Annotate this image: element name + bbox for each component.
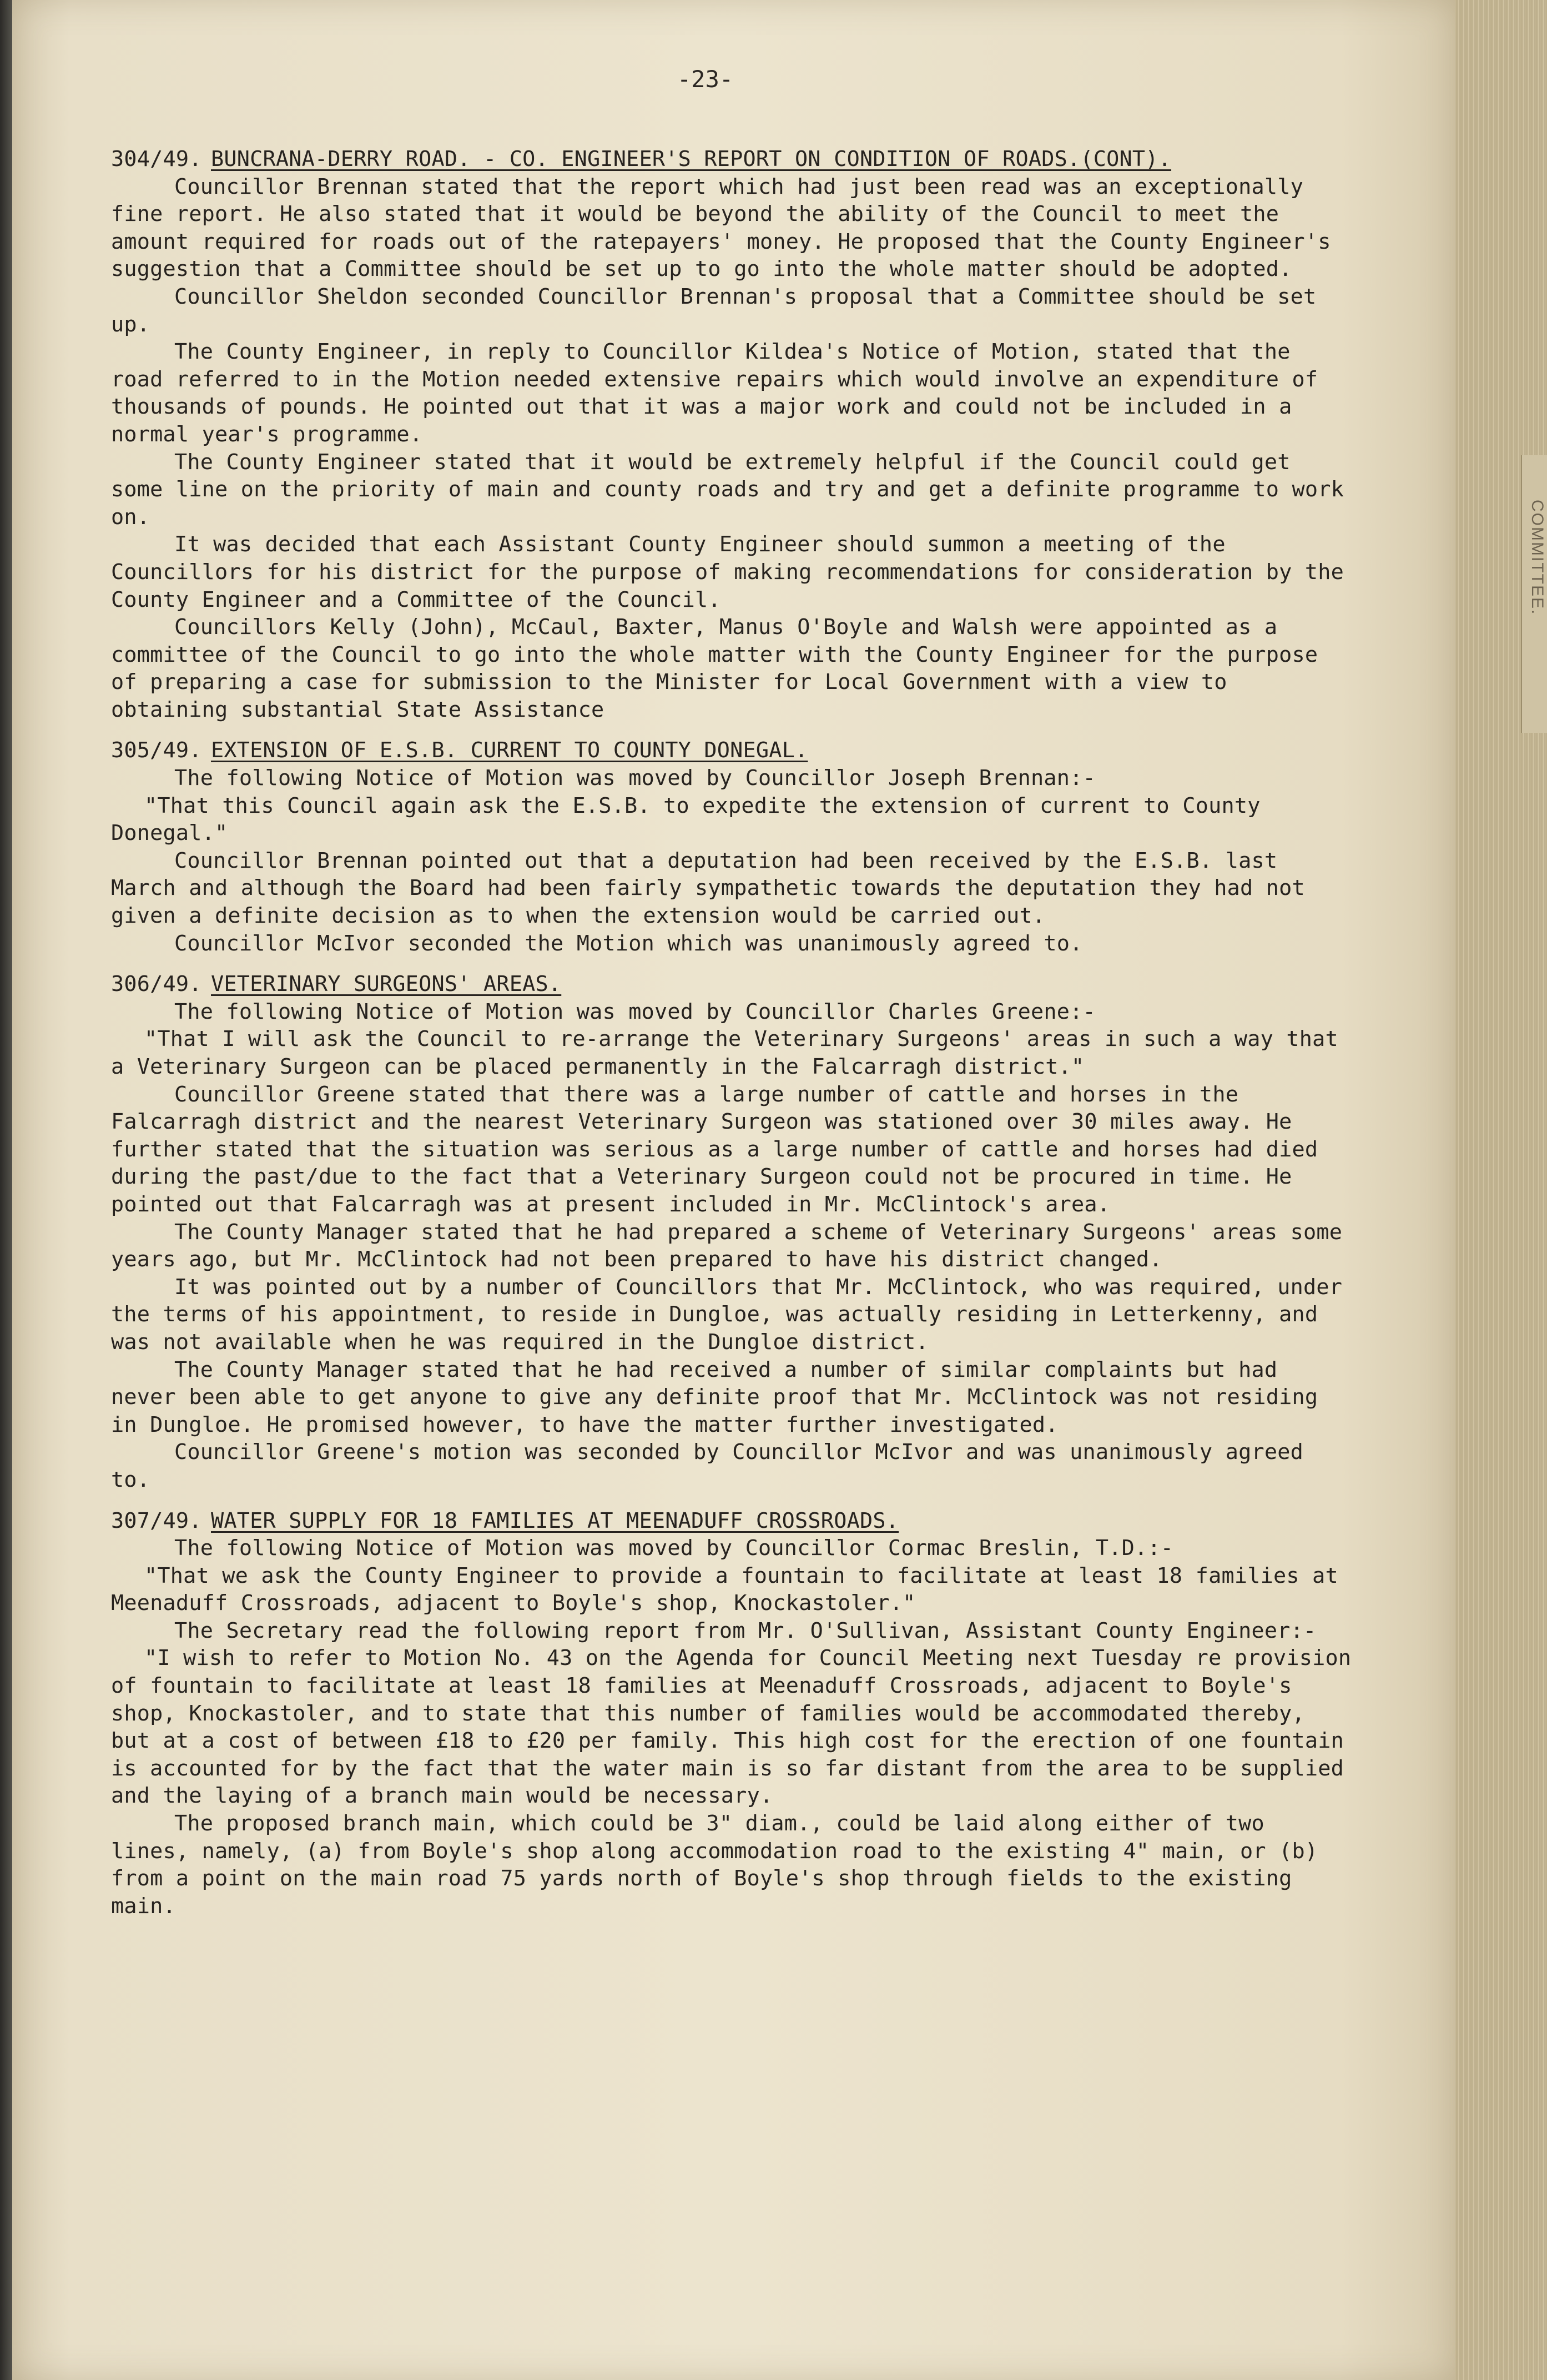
paragraph: Councillor Greene's motion was seconded by Councillor McIvor and was unanimously agreed to.: [111, 1440, 1303, 1492]
item-heading: [111, 145, 1354, 173]
quoted-motion: "That we ask the County Engineer to provide a fountain to facilitate at least 18 families at Meenaduff Crossroads, adjacent to Boyle's shop, Knockastoler.": [111, 1563, 1338, 1616]
quoted-motion: "That this Council again ask the E.S.B. to expedite the extension of current to County Donegal.": [111, 793, 1261, 846]
paragraph: Councillor McIvor seconded the Motion which was unanimously agreed to.: [174, 930, 1083, 956]
paragraph: The County Manager stated that he had prepared a scheme of Veterinary Surgeons' areas some years ago, but Mr. McClintock had not been prepared to have his district changed.: [111, 1219, 1343, 1272]
paragraph: The proposed branch main, which could be 3" diam., could be laid along either of two lines, namely, (a) from Boyle's shop along accommodation road to the existing 4" main, or (b) from a point on the main road 75 yards north of Boyle's shop through fields to the existing main.: [111, 1811, 1318, 1919]
book-binding-shadow: [0, 0, 12, 2380]
item-heading: [111, 1507, 1354, 1535]
paragraph: Councillor Brennan stated that the report which had just been read was an exceptionally fine report. He also stated that it would be beyond the ability of the Council to meet the amount required for roads out of the ratepayers' money. He proposed that the County Engineer's suggestion that a Committee should be set up to go into the whole matter should be adopted.: [111, 174, 1331, 282]
paragraph: The County Engineer, in reply to Councillor Kildea's Notice of Motion, stated that the road referred to in the Motion needed extensive repairs which would involve an expenditure of thousands of pounds. He pointed out that it was a major work and could not be included in a normal year's programme.: [111, 339, 1318, 447]
paragraph: Councillor Brennan pointed out that a deputation had been received by the E.S.B. last March and although the Board had been fairly sympathetic towards the deputation they had not given a definite decision as to when the extension would be carried out.: [111, 848, 1305, 929]
item-number: 307/49.: [111, 1508, 202, 1533]
paragraph: Councillor Sheldon seconded Councillor Brennan's proposal that a Committee should be set up.: [111, 284, 1317, 337]
item-number: 304/49.: [111, 147, 202, 172]
paragraph: The Secretary read the following report from Mr. O'Sullivan, Assistant County Engineer:-: [174, 1618, 1317, 1643]
paragraph: The County Manager stated that he had received a number of similar complaints but had never been able to get anyone to give any definite proof that Mr. McClintock was not residing in Dungloe. He promised however, to have the matter further investigated.: [111, 1357, 1318, 1437]
minute-item-305: [111, 737, 1354, 957]
quoted-motion: "That I will ask the Council to re-arrange the Veterinary Surgeons' areas in such a way that a Veterinary Surgeon can be placed permanently in the Falcarragh district.": [111, 1027, 1338, 1079]
paragraph: The following Notice of Motion was moved by Councillor Cormac Breslin, T.D.:-: [174, 1536, 1174, 1561]
item-heading: [111, 970, 1354, 998]
item-heading: [111, 737, 1354, 764]
paragraph: Councillor Greene stated that there was a large number of cattle and horses in the Falcarragh district and the nearest Veterinary Surgeon was stationed over 30 miles away. He further stated that the situation was serious as a large number of cattle and horses had died during the past/due to the fact that a Veterinary Surgeon could not be procured in time. He pointed out that Falcarragh was at present included in Mr. McClintock's area.: [111, 1081, 1318, 1217]
minute-item-307: [111, 1507, 1354, 1920]
item-number: 306/49.: [111, 972, 202, 997]
item-number: 305/49.: [111, 738, 202, 763]
paragraph: The following Notice of Motion was moved by Councillor Charles Greene:-: [174, 999, 1096, 1024]
minutes-body: [111, 145, 1354, 1920]
paragraph: The County Engineer stated that it would be extremely helpful if the Council could get some line on the priority of main and county roads and try and get a definite programme to work on.: [111, 449, 1344, 530]
book-page-edges: [1455, 0, 1547, 2380]
item-title: WATER SUPPLY FOR 18 FAMILIES AT MEENADUFF CROSSROADS.: [211, 1508, 899, 1533]
minute-item-304: [111, 145, 1354, 723]
paragraph: It was pointed out by a number of Councillors that Mr. McClintock, who was required, under the terms of his appointment, to reside in Dungloe, was actually residing in Letterkenny, and was not available when he was required in the Dungloe district.: [111, 1274, 1343, 1355]
quoted-report: "I wish to refer to Motion No. 43 on the Agenda for Council Meeting next Tuesday re provision of fountain to facilitate at least 18 families at Meenaduff Crossroads, adjacent to Boyle's shop, Knockastoler, and to state that this number of families would be accommodated thereby, but at a cost of between £18 to £20 per family. This high cost for the erection of one fountain is accounted for by the fact that the water main is so far distant from the area to be supplied and the laying of a branch main would be necessary.: [111, 1646, 1352, 1809]
minute-item-306: [111, 970, 1354, 1493]
item-title: VETERINARY SURGEONS' AREAS.: [211, 972, 562, 997]
item-title: BUNCRANA-DERRY ROAD. - CO. ENGINEER'S REPORT ON CONDITION OF ROADS.(CONT).: [211, 147, 1172, 172]
page-number: -23-: [677, 66, 734, 93]
paragraph: It was decided that each Assistant County Engineer should summon a meeting of the Councillors for his district for the purpose of making recommendations for consideration by the County Engineer and a Committee of the Council.: [111, 532, 1344, 612]
item-title: EXTENSION OF E.S.B. CURRENT TO COUNTY DONEGAL.: [211, 738, 808, 763]
paragraph: The following Notice of Motion was moved by Councillor Joseph Brennan:-: [174, 766, 1096, 791]
paragraph: Councillors Kelly (John), McCaul, Baxter, Manus O'Boyle and Walsh were appointed as a committee of the Council to go into the whole matter with the County Engineer for the purpose of preparing a case for submission to the Minister for Local Government with a view to obtaining substantial State Assistance: [111, 615, 1318, 722]
index-tab-label: COMMITTEE.: [1528, 500, 1546, 616]
